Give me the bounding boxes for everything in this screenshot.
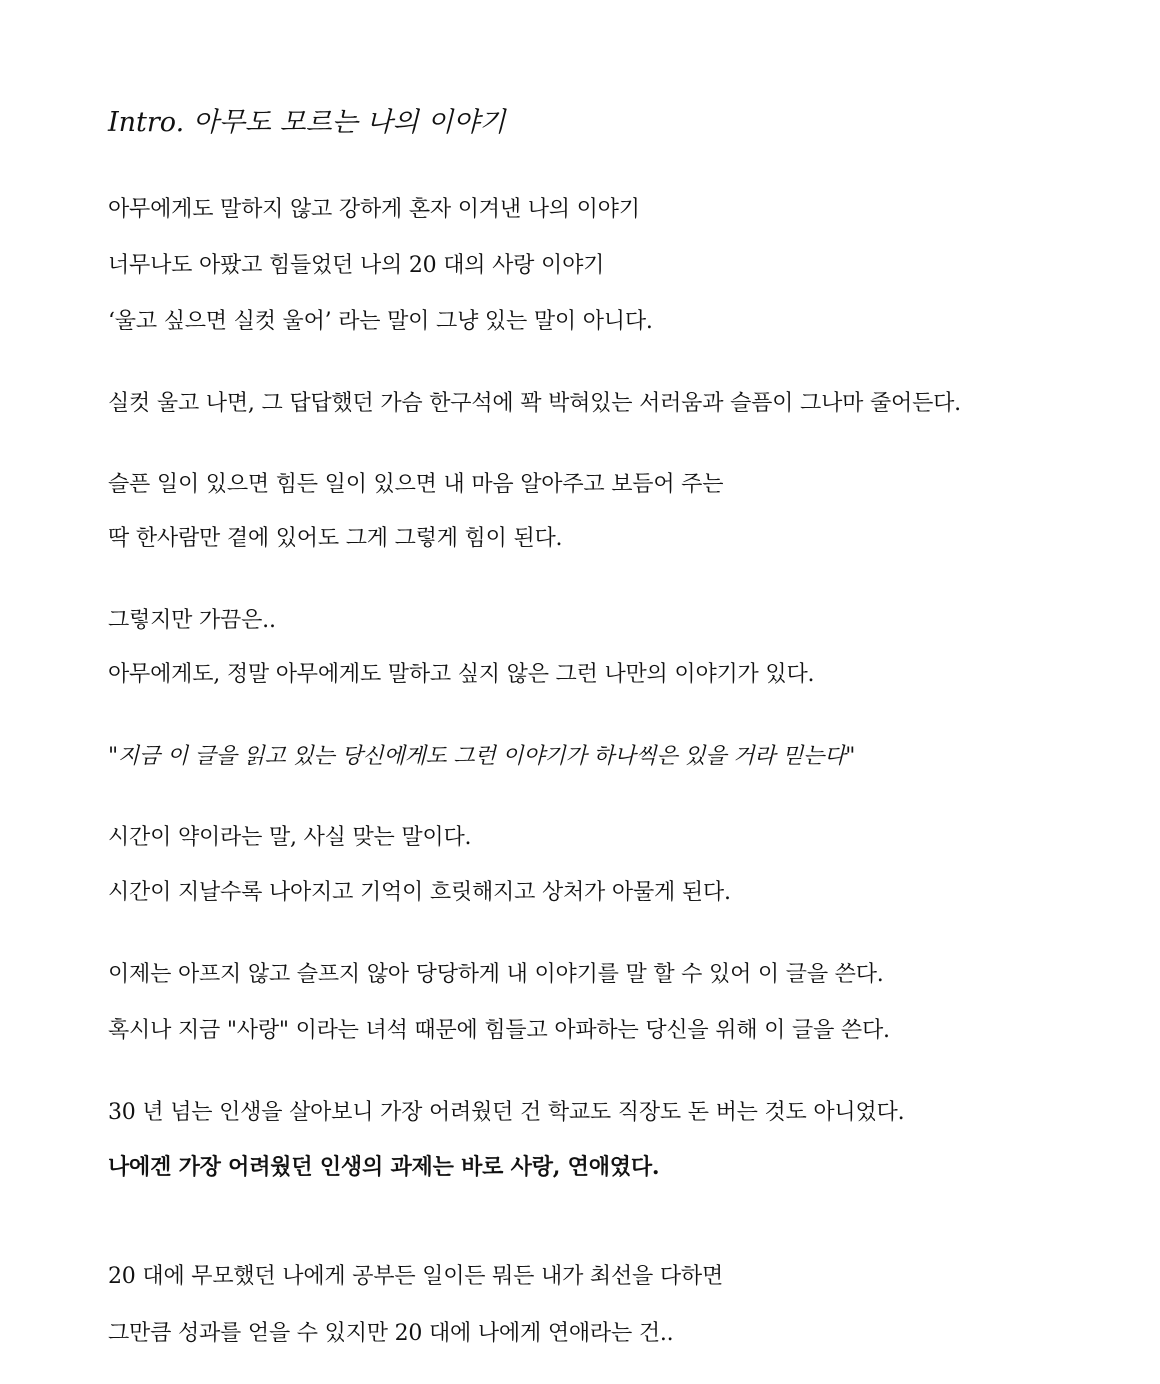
quote-line: "지금 이 글을 읽고 있는 당신에게도 그런 이야기가 하나씩은 있을 거라 믿는다" [108, 744, 856, 769]
page-title: Intro. 아무도 모르는 나의 이야기 [108, 107, 506, 138]
text-line: 시간이 지날수록 나아지고 기억이 흐릿해지고 상처가 아물게 된다. [108, 880, 731, 905]
text-line: 30 년 넘는 인생을 살아보니 가장 어려웠던 건 학교도 직장도 돈 버는 것도 아니었다. [108, 1100, 905, 1125]
text-line: 혹시나 지금 "사랑" 이라는 녀석 때문에 힘들고 아파하는 당신을 위해 이 글을 쓴다. [108, 1018, 890, 1043]
text-line: 너무나도 아팠고 힘들었던 나의 20 대의 사랑 이야기 [108, 253, 605, 278]
text-line: 그만큼 성과를 얻을 수 있지만 20 대에 나에게 연애라는 건.. [108, 1321, 674, 1346]
text-line: 실컷 울고 나면, 그 답답했던 가슴 한구석에 꽉 박혀있는 서러움과 슬픔이 그나마 줄어든다. [108, 391, 961, 416]
text-line: 그렇지만 가끔은.. [108, 608, 276, 633]
text-line: 딱 한사람만 곁에 있어도 그게 그렇게 힘이 된다. [108, 526, 563, 551]
text-line: 20 대에 무모했던 나에게 공부든 일이든 뭐든 내가 최선을 다하면 [108, 1264, 724, 1289]
text-line: 이제는 아프지 않고 슬프지 않아 당당하게 내 이야기를 말 할 수 있어 이 글을 쓴다. [108, 962, 884, 987]
text-line: 시간이 약이라는 말, 사실 맞는 말이다. [108, 825, 472, 850]
text-line: 아무에게도, 정말 아무에게도 말하고 싶지 않은 그런 나만의 이야기가 있다. [108, 662, 815, 687]
text-line: 아무에게도 말하지 않고 강하게 혼자 이겨낸 나의 이야기 [108, 197, 640, 222]
text-line: ‘울고 싶으면 실컷 울어’ 라는 말이 그냥 있는 말이 아니다. [108, 309, 653, 334]
text-line: 슬픈 일이 있으면 힘든 일이 있으면 내 마음 알아주고 보듬어 주는 [108, 472, 724, 497]
emphasis-line: 나에겐 가장 어려웠던 인생의 과제는 바로 사랑, 연애였다. [108, 1154, 660, 1180]
